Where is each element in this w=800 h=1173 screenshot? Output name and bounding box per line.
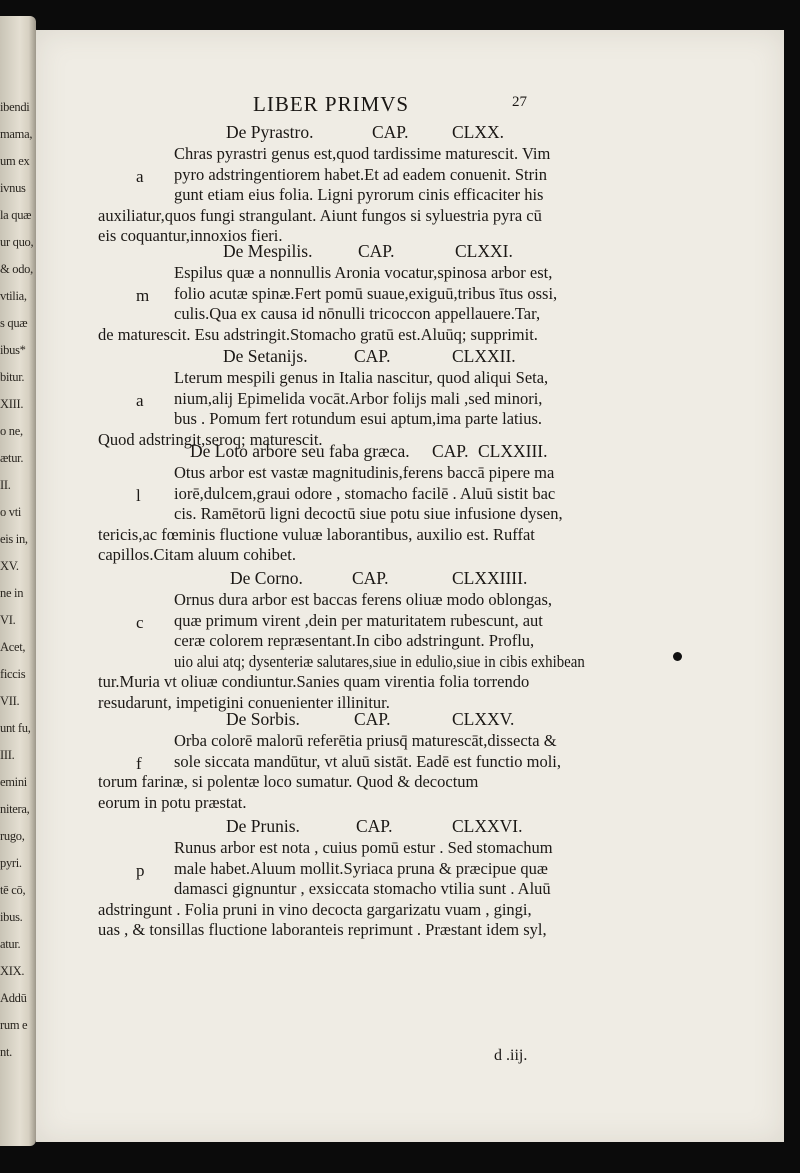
signature-mark: d .iij.: [494, 1047, 528, 1064]
guide-letter: a: [136, 166, 144, 186]
facing-page-fragment: tē cō,: [0, 883, 26, 897]
text-line: culis.Qua ex causa id nōnulli tricoccon appellauere.Tar,: [174, 304, 541, 324]
chapter-heading-num: CLXXVI.: [452, 816, 523, 836]
chapter-heading-num: CLXXII.: [452, 346, 516, 366]
facing-page-fragment: um ex: [0, 154, 30, 168]
facing-page-fragment: & odo,: [0, 262, 33, 276]
guide-letter: m: [136, 285, 150, 305]
text-line: Quod adstringit,seroq; maturescit.: [98, 429, 323, 449]
text-line: de maturescit. Esu adstringit.Stomacho gratū est.Aluūq; supprimit.: [98, 324, 538, 344]
text-line: nium,alij Epimelida vocāt.Arbor folijs mali ,sed minori,: [174, 388, 543, 408]
chapter-heading-title: De Corno.: [230, 568, 303, 588]
text-line: eis coquantur,innoxios fieri.: [98, 226, 283, 246]
facing-page-fragment: II.: [0, 478, 11, 492]
facing-page-fragment: rugo,: [0, 829, 25, 843]
text-line: gunt etiam eius folia. Ligni pyrorum cinis efficaciter his: [174, 185, 544, 205]
facing-page-fragment: emini: [0, 775, 27, 789]
chapter-heading-num: CLXXI.: [455, 241, 513, 261]
text-line: auxiliatur,quos fungi strangulant. Aiunt fungos si syluestria pyra cū: [98, 205, 542, 225]
guide-letter: f: [136, 753, 142, 773]
text-line: cis. Ramētorū ligni decoctū siue potu siue infusione dysen,: [174, 504, 563, 524]
facing-page-fragment: ur quo,: [0, 235, 34, 249]
chapter-heading-cap: CAP.: [352, 568, 389, 588]
text-line: ceræ colorem repræsentant.In cibo adstringunt. Proflu,: [174, 631, 535, 651]
chapter-heading-cap: CAP.: [432, 441, 469, 461]
facing-page-fragment: Acet,: [0, 640, 26, 654]
chapter-heading-title: De Loto arbore seu faba græca.: [190, 441, 410, 461]
guide-letter: c: [136, 612, 144, 632]
text-line: uas , & tonsillas fluctione laboranteis reprimunt . Præstant idem syl,: [98, 920, 547, 940]
chapter-heading-cap: CAP.: [358, 241, 395, 261]
facing-page-fragment: nitera,: [0, 802, 30, 816]
chapter-heading-cap: CAP.: [356, 816, 393, 836]
facing-page-fragment: ibendi: [0, 100, 30, 114]
text-line: folio acutæ spinæ.Fert pomū suaue,exiguū,tribus ītus ossi,: [174, 283, 558, 303]
chapter-heading-title: De Prunis.: [226, 816, 300, 836]
guide-letter: a: [136, 390, 144, 410]
facing-page-fragment: XIII.: [0, 397, 24, 411]
facing-page-fragment: VII.: [0, 694, 20, 708]
facing-page-fragment: ficcis: [0, 667, 26, 681]
text-line: tericis,ac fœminis fluctione vuluæ laborantibus, auxilio est. Ruffat: [98, 524, 535, 544]
registration-dot: [673, 652, 682, 661]
chapter-heading-title: De Setanijs.: [223, 346, 308, 366]
chapter-heading-cap: CAP.: [354, 346, 391, 366]
facing-page-fragment: pyri.: [0, 856, 22, 870]
facing-page-fragment: s quæ: [0, 316, 28, 330]
text-line: resudarunt, impetigini conuenienter illinitur.: [98, 693, 390, 712]
chapter-heading-cap: CAP.: [354, 709, 391, 729]
page-number: 27: [512, 94, 527, 110]
running-head: LIBER PRIMVS: [253, 92, 410, 116]
text-line: sole siccata mandūtur, vt aluū sistāt. Eadē est functio moli,: [174, 751, 561, 771]
text-line: Orba colorē malorū referētia priusq̄ maturescāt,dissecta &: [174, 731, 557, 750]
chapter-heading-cap: CAP.: [372, 122, 409, 142]
facing-page-fragment: VI.: [0, 613, 16, 627]
facing-page-fragment: ibus.: [0, 910, 23, 924]
facing-page-fragment: ivnus: [0, 181, 26, 195]
guide-letter: p: [136, 860, 145, 880]
chapter-heading-num: CLXX.: [452, 122, 505, 142]
text-line: iorē,dulcem,graui odore , stomacho facilē . Aluū sistit bac: [174, 483, 556, 503]
text-line: male habet.Aluum mollit.Syriaca pruna & præcipue quæ: [174, 858, 548, 878]
facing-page-fragment: mama,: [0, 127, 33, 141]
text-line: eorum in potu præstat.: [98, 792, 247, 812]
chapter-heading-num: CLXXIII.: [478, 441, 548, 461]
text-line: Otus arbor est vastæ magnitudinis,ferens baccā pipere ma: [174, 463, 555, 482]
chapter-heading-title: De Mespilis.: [223, 241, 313, 261]
text-line: torum farinæ, si polentæ loco sumatur. Quod & decoctum: [98, 772, 479, 792]
facing-page-fragment: ætur.: [0, 451, 24, 465]
facing-page-fragment: o vti: [0, 505, 22, 519]
facing-page-edge: [0, 16, 36, 1146]
facing-page-fragment: la quæ: [0, 208, 32, 222]
chapter-heading-num: CLXXV.: [452, 709, 515, 729]
text-line: Ornus dura arbor est baccas ferens oliuæ modo oblongas,: [174, 590, 553, 609]
facing-page-fragment: III.: [0, 748, 15, 762]
facing-page-fragment: bitur.: [0, 370, 25, 384]
text-line: pyro adstringentiorem habet.Et ad eadem conuenit. Strin: [174, 164, 547, 184]
text-line: capillos.Citam aluum cohibet.: [98, 545, 296, 565]
text-line: Runus arbor est nota , cuius pomū estur . Sed stomachum: [174, 838, 553, 857]
text-line: tur.Muria vt oliuæ condiuntur.Sanies quam virentia folia torrendo: [98, 672, 530, 692]
facing-page-fragment: o ne,: [0, 424, 23, 438]
text-line: Espilus quæ a nonnullis Aronia vocatur,spinosa arbor est,: [174, 263, 553, 282]
text-line: quæ primum virent ,dein per maturitatem rubescunt, aut: [174, 610, 543, 630]
facing-page-fragment: atur.: [0, 937, 21, 951]
facing-page-fragment: Addū: [0, 991, 27, 1005]
guide-letter: l: [136, 485, 141, 505]
facing-page-fragment: nt.: [0, 1045, 12, 1059]
chapter-heading-title: De Pyrastro.: [226, 122, 314, 142]
text-line: Chras pyrastri genus est,quod tardissime maturescit. Vim: [174, 144, 551, 163]
text-line: damasci gignuntur , exsiccata stomacho vtilia sunt . Aluū: [174, 879, 551, 899]
facing-page-fragment: unt fu,: [0, 721, 31, 735]
facing-page-fragment: vtilia,: [0, 289, 27, 303]
facing-page-fragment: ibus*: [0, 343, 26, 357]
text-line: uio alui atq; dysenteriæ salutares,siue in edulio,siue in cibis exhibean: [174, 651, 585, 671]
facing-page-fragment: eis in,: [0, 532, 28, 546]
text-line: adstringunt . Folia pruni in vino decocta gargarizatu vuam , gingi,: [98, 899, 532, 919]
chapter-heading-num: CLXXIIII.: [452, 568, 528, 588]
facing-page-fragment: ne in: [0, 586, 24, 600]
text-line: bus . Pomum fert rotundum esui aptum,ima parte latius.: [174, 409, 542, 429]
text-line: Lterum mespili genus in Italia nascitur, quod aliqui Seta,: [174, 368, 549, 387]
chapter-heading-title: De Sorbis.: [226, 709, 300, 729]
facing-page-fragment: rum e: [0, 1018, 28, 1032]
facing-page-fragment: XIX.: [0, 964, 25, 978]
facing-page-fragment: XV.: [0, 559, 19, 573]
